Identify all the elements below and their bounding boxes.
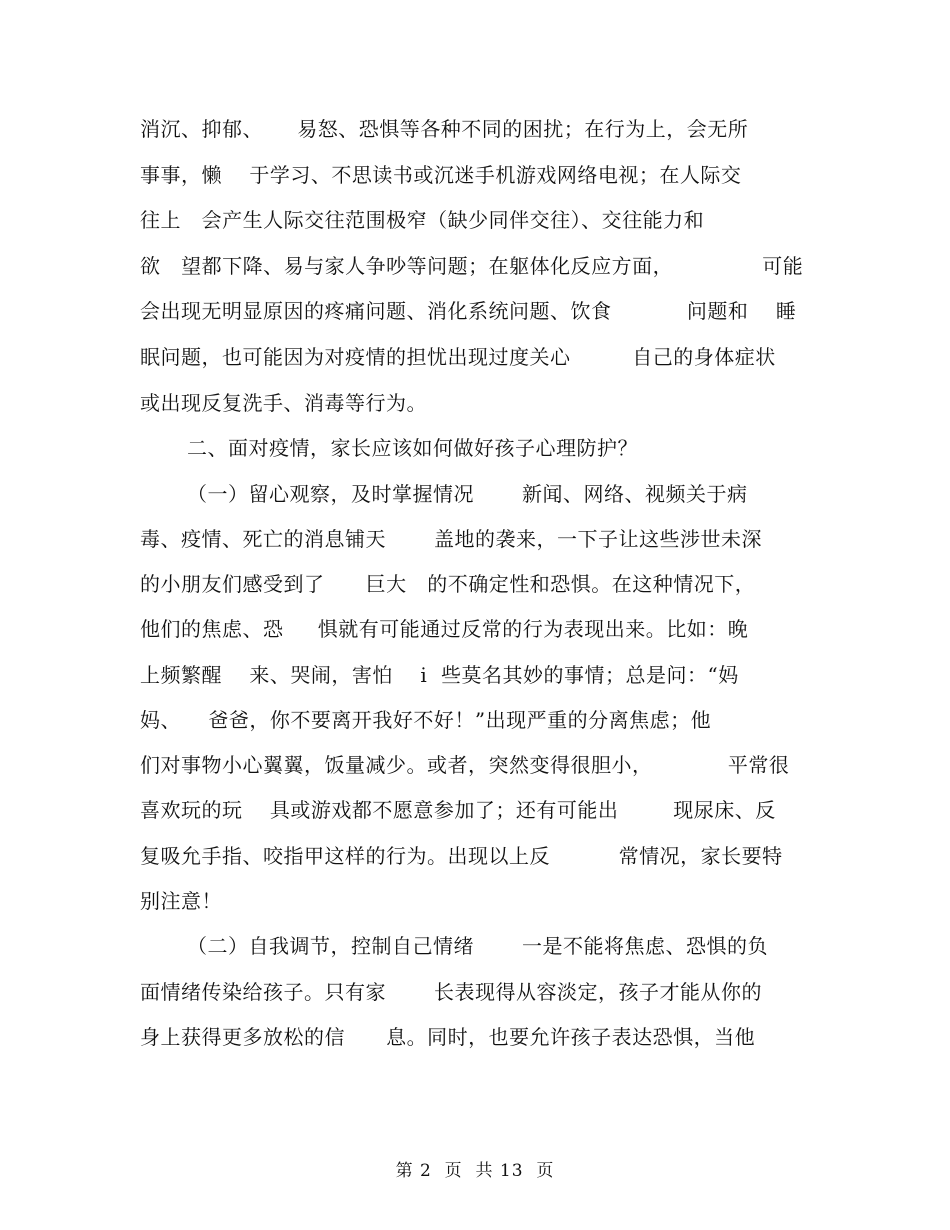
body-line: 别注意！ xyxy=(140,889,222,913)
body-line: 们对事物小心翼翼，饭量减少。或者，突然变得很胆小， 平常很 xyxy=(140,753,790,777)
body-line: 欲 望都下降、易与家人争吵等问题；在躯体化反应方面， 可能 xyxy=(140,254,804,278)
body-line: 毒、疫情、死亡的消息铺天 盖地的袭来，一下子让这些涉世未深 xyxy=(140,527,763,551)
body-line: 消沉、抑郁、 易怒、恐惧等各种不同的困扰；在行为上，会无所 xyxy=(140,117,749,141)
body-line: 妈、 爸爸，你不要离开我好不好！”出现严重的分离焦虑；他 xyxy=(140,708,712,732)
body-line: 喜欢玩的玩 具或游戏都不愿意参加了；还有可能出 现尿床、反 xyxy=(140,798,776,822)
section-heading: 二、面对疫情，家长应该如何做好孩子心理防护？ xyxy=(187,436,638,460)
body-line: 事事，懒 于学习、不思读书或沉迷手机游戏网络电视；在人际交 xyxy=(140,163,742,187)
body-line: 他们的焦虑、恐 惧就有可能通过反常的行为表现出来。比如：晚 xyxy=(140,617,749,641)
body-line: 上频繁醒 来、哭闹，害怕 i 些莫名其妙的事情；总是问：“妈 xyxy=(140,663,739,687)
page-number: 第 2 页 共 13 页 xyxy=(395,1161,555,1181)
body-line: 或出现反复洗手、消毒等行为。 xyxy=(140,391,427,415)
subsection-heading-line: （二）自我调节，控制自己情绪 一是不能将焦虑、恐惧的负 xyxy=(187,934,769,958)
body-line: 面情绪传染给孩子。只有家 长表现得从容淡定，孩子才能从你的 xyxy=(140,980,763,1004)
subsection-heading-line: （一）留心观察，及时掌握情况 新闻、网络、视频关于病 xyxy=(187,482,748,506)
body-line: 眠问题，也可能因为对疫情的担忧出现过度关心 自己的身体症状 xyxy=(140,345,776,369)
body-line: 身上获得更多放松的信 息。同时，也要允许孩子表达恐惧，当他 xyxy=(140,1025,756,1049)
body-line: 复吸允手指、咬指甲这样的行为。出现以上反 常情况，家长要特 xyxy=(140,844,783,868)
body-line: 会出现无明显原因的疼痛问题、消化系统问题、饮食 问题和 睡 xyxy=(140,299,797,323)
body-line: 往上 会产生人际交往范围极窄（缺少同伴交往）、交往能力和 xyxy=(140,208,705,232)
body-line: 的小朋友们感受到了 巨大 的不确定性和恐惧。在这种情况下， xyxy=(140,572,756,596)
